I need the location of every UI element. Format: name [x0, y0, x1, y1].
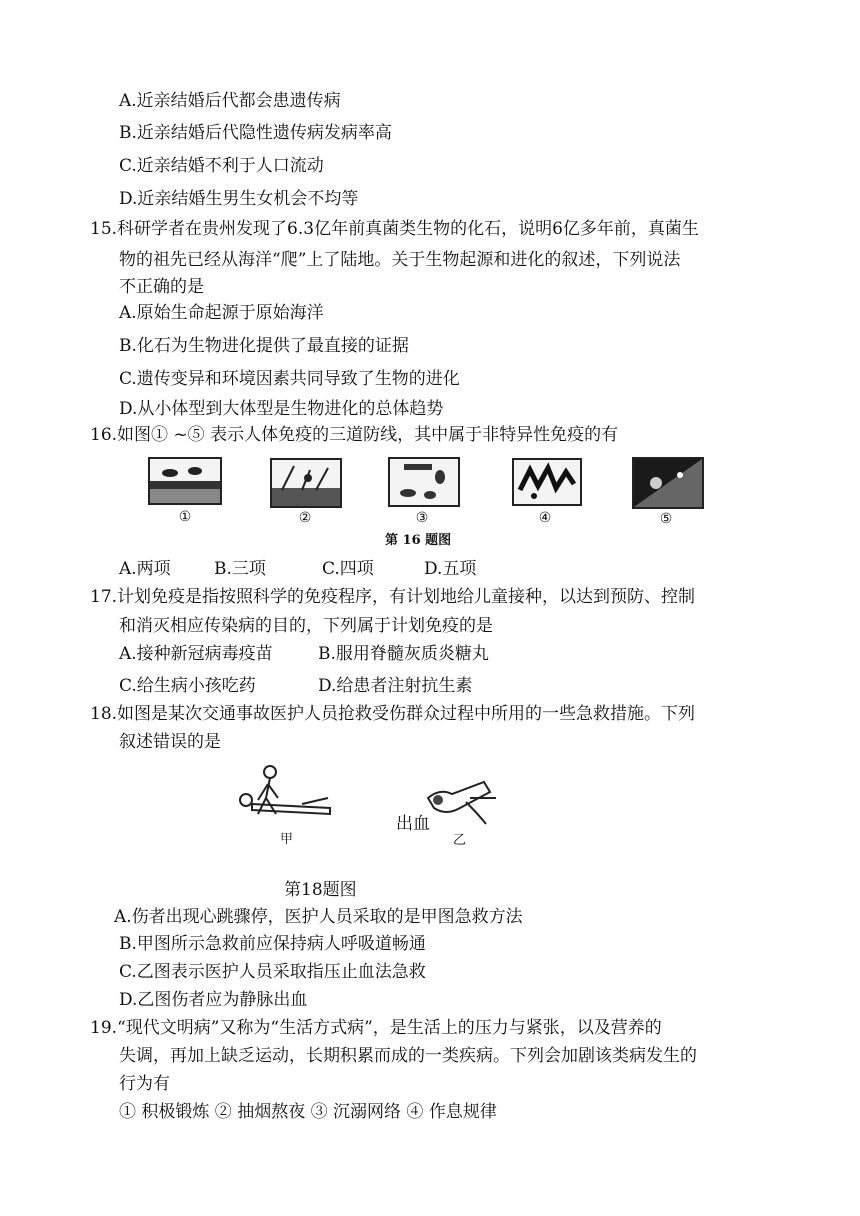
q18-option-c: C.乙图表示医护人员采取指压止血法急救: [119, 962, 426, 982]
q18-stem-line-1: 18.如图是某次交通事故医护人员抢救受伤群众过程中所用的一些急救措施。下列: [90, 704, 696, 724]
q16-figure-3-image: [388, 457, 460, 507]
q18-figure-cpr-image: [232, 764, 336, 822]
q18-caption: 第18题图: [284, 880, 357, 900]
q16-figure-label-4: ④: [538, 510, 552, 526]
q14-option-d: D.近亲结婚生男生女机会不均等: [119, 189, 359, 209]
q15-option-d: D.从小体型到大体型是生物进化的总体趋势: [119, 399, 444, 419]
q14-option-c: C.近亲结婚不利于人口流动: [119, 156, 324, 176]
q15-stem-line-2: 物的祖先已经从海洋“爬”上了陆地。关于生物起源和进化的叙述，下列说法: [119, 250, 681, 270]
q16-stem: 16.如图① ~⑤ 表示人体免疫的三道防线，其中属于非特异性免疫的有: [90, 425, 619, 445]
q15-stem-line-3: 不正确的是: [119, 277, 204, 297]
q16-option-b: B.三项: [214, 559, 266, 579]
q17-option-b: B.服用脊髓灰质炎糖丸: [318, 644, 489, 664]
q17-option-d: D.给患者注射抗生素: [318, 676, 473, 696]
q16-figure-1-image: [148, 457, 222, 505]
q17-stem-line-2: 和消灭相应传染病的目的，下列属于计划免疫的是: [119, 616, 493, 636]
q18-option-d: D.乙图伤者应为静脉出血: [119, 990, 308, 1010]
q16-caption: 第 16 题图: [385, 533, 452, 548]
q15-option-c: C.遗传变异和环境因素共同导致了生物的进化: [119, 369, 460, 389]
q18-option-a: A.伤者出现心跳骤停，医护人员采取的是甲图急救方法: [114, 907, 523, 927]
q16-figure-4-image: [512, 458, 582, 506]
q14-option-b: B.近亲结婚后代隐性遗传病发病率高: [119, 123, 392, 143]
q16-option-c: C.四项: [322, 559, 374, 579]
q18-figure-jia-label: 甲: [280, 832, 294, 847]
q18-bleed-label: 出血: [396, 814, 430, 834]
q16-figure-label-2: ②: [298, 510, 312, 526]
q18-stem-line-2: 叙述错误的是: [119, 732, 221, 752]
q18-option-b: B.甲图所示急救前应保持病人呼吸道畅通: [119, 934, 426, 954]
q19-stem-line-1: 19.“现代文明病”又称为“生活方式病”，是生活上的压力与紧张，以及营养的: [90, 1018, 662, 1038]
q16-figure-5-image: [632, 457, 704, 509]
q16-option-a: A.两项: [119, 559, 171, 579]
q15-option-a: A.原始生命起源于原始海洋: [119, 303, 324, 323]
q14-option-a: A.近亲结婚后代都会患遗传病: [119, 91, 341, 111]
q19-stem-line-2: 失调，再加上缺乏运动，长期积累而成的一类疾病。下列会加剧该类病发生的: [119, 1046, 697, 1066]
q17-option-c: C.给生病小孩吃药: [119, 676, 256, 696]
q17-option-a: A.接种新冠病毒疫苗: [119, 644, 273, 664]
q15-stem-line-1: 15.科研学者在贵州发现了6.3亿年前真菌类生物的化石，说明6亿多年前，真菌生: [90, 219, 699, 239]
q18-figure-yi-label: 乙: [453, 833, 467, 848]
q16-figure-label-5: ⑤: [659, 511, 673, 527]
q16-figure-2-image: [270, 458, 342, 508]
q19-items: ① 积极锻炼 ② 抽烟熬夜 ③ 沉溺网络 ④ 作息规律: [119, 1102, 497, 1122]
q16-figure-label-1: ①: [178, 509, 192, 525]
q15-option-b: B.化石为生物进化提供了最直接的证据: [119, 336, 409, 356]
q16-option-d: D.五项: [424, 559, 477, 579]
q17-stem-line-1: 17.计划免疫是指按照科学的免疫程序，有计划地给儿童接种，以达到预防、控制: [90, 587, 696, 607]
q18-figure-arm-image: [426, 774, 496, 826]
q16-figure-label-3: ③: [415, 510, 429, 526]
q19-stem-line-3: 行为有: [119, 1074, 170, 1094]
